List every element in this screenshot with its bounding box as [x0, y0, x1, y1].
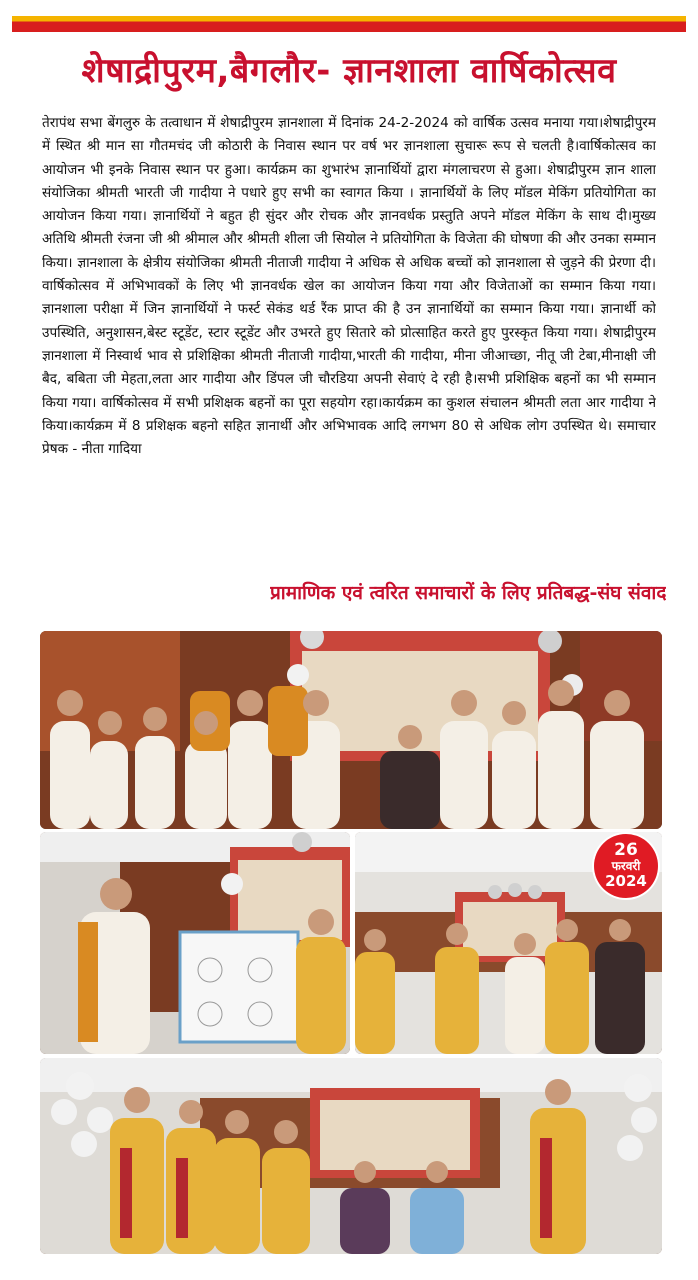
date-month: फरवरी	[611, 859, 641, 873]
tagline: प्रामाणिक एवं त्वरित समाचारों के लिए प्रतिबद्ध-संघ संवाद	[270, 576, 666, 610]
date-badge	[594, 834, 658, 898]
top-color-bar	[12, 16, 686, 32]
event-photo-children-group	[40, 631, 662, 829]
date-year: 2024	[605, 872, 647, 890]
article-body: तेरापंथ सभा बेंगलुरु के तत्वाधान में शेषाद्रीपुरम ज्ञानशाला में दिनांक 24-2-2024 को वार्षिक उत्सव मनाया गया।शेषाद्रीपुरम में स्थित श्री मान सा गौतमचंद जी कोठारी के निवास स्थान पर वर्ष भर ज्ञानशाला सुचारू रूप से चलती है।वार्षिकोत्सव का आयोजन भी इनके निवास स्थान पर हुआ। कार्यक्रम का शुभारंभ ज्ञानार्थियों द्वारा मंगलाचरण से हुआ। शेषाद्रीपुरम ज्ञान शाला संयोजिका श्रीमती भारती जी गादीया ने पधारे हुए सभी का स्वागत किया । ज्ञानार्थियों के लिए मॉडल मेकिंग प्रतियोगिता का आयोजन किया गया। ज्ञानार्थियों ने बहुत ही सुंदर और रोचक और ज्ञानवर्धक प्रस्तुति अपने मॉडल मेकिंग के साथ दी।मुख्य अतिथि श्रीमती रंजना जी श्री श्रीमाल और श्रीमती शीला जी सियोल ने प्रतियोगिता के विजेता की घोषणा की और उनका सम्मान किया। ज्ञानशाला के क्षेत्रीय संयोजिका श्रीमती नीताजी गादीया ने अधिक से अधिक बच्चों को ज्ञानशाला से जुड़ने की प्रेरणा दी।वार्षिकोत्सव में अभिभावकों के लिए भी ज्ञानवर्धक खेल का आयोजन किया गया और विजेताओं का सम्मान किया गया। ज्ञानशाला परीक्षा में जिन ज्ञानार्थियों ने फर्स्ट सेकंड थर्ड रैंक प्राप्त की है उन ज्ञानार्थियों का सम्मान किया गया। ज्ञानार्थी को उपस्थिति, अनुशासन,बेस्ट स्टूडेंट, स्टार स्टूडेंट और उभरते हुए सितारे को प्रोत्साहित करते हुए पुरस्कृत किया गया। शेषाद्रीपुरम ज्ञानशाला में निस्वार्थ भाव से प्रशिक्षिका श्रीमती नीताजी गादीया,भारती की गादीया, मीना जीआच्छा, नीतू जी टेबा,मीनाक्षी जी बैद, बबिता जी मेहता,लता आर गादीया और डिंपल जी चौरडिया अपनी सेवाएं दे रही है।सभी प्रशिक्षिक बहनों का भी सम्मान किया गया। वार्षिकोत्सव में सभी प्रशिक्षक बहनों का पूरा सहयोग रहा।कार्यक्रम का कुशल संचालन श्रीमती लता आर गादीया ने किया।कार्यक्रम में 8 प्रशिक्षक बहनो सहित ज्ञानार्थी और अभिभावक आदि लगभग 80 से अधिक लोग उपस्थित थे। समाचार प्रेषक - नीता गादिया	[42, 115, 656, 458]
event-photo-trainers-group	[40, 1058, 662, 1254]
headline: शेषाद्रीपुरम,बैगलौर- ज्ञानशाला वार्षिकोत्सव	[81, 51, 617, 91]
event-photo-model-presentation	[40, 832, 350, 1054]
date-day: 26	[614, 840, 638, 860]
